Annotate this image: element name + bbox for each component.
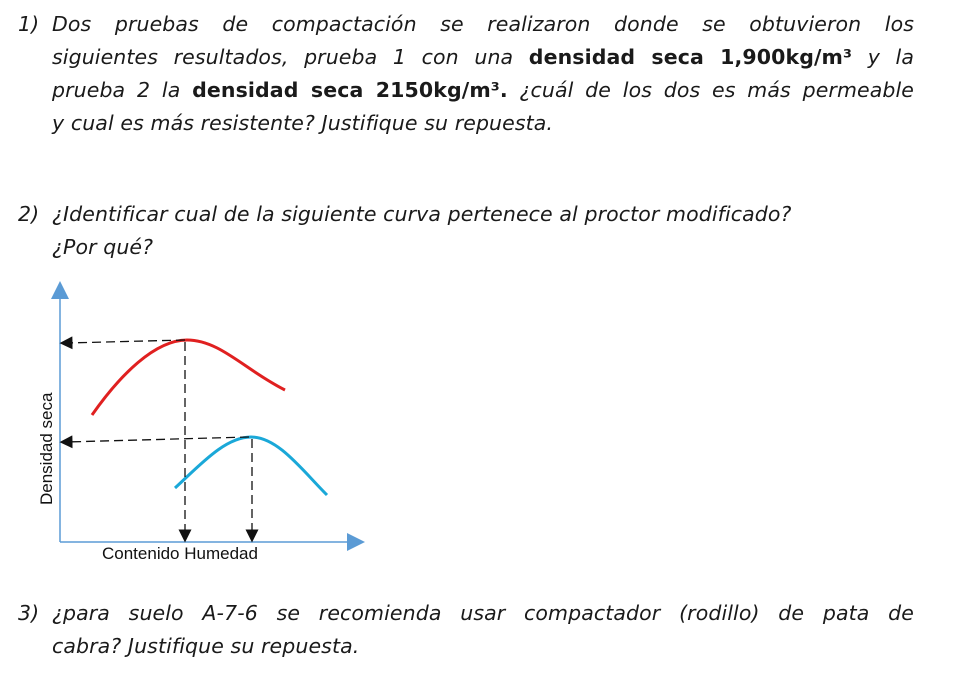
question-3-number: 3) [18,601,40,625]
x-axis-label: Contenido Humedad [102,544,258,563]
red-compaction-curve [92,340,285,415]
blue-compaction-curve [175,437,327,495]
proctor-curves-chart [30,280,370,570]
question-3-line-2: cabra? Justifique su repuesta. [52,634,360,658]
question-3-text [52,597,914,663]
blue-peak-horizontal-dash [66,437,249,442]
question-2-line-1: ¿Identificar cual de la siguiente curva pertenece al proctor modificado? [52,202,792,226]
question-3-line-1: ¿para suelo A-7-6 se recomienda usar compactador (rodillo) de pata de [52,601,914,625]
question-1-number: 1) [18,12,40,36]
question-1-line-3: prueba 2 la densidad seca 2150kg/m³. ¿cuál de los dos es más permeable [52,78,915,102]
question-2-number: 2) [18,202,40,226]
question-1-line-4: y cual es más resistente? Justifique su repuesta. [52,111,554,135]
bold-value: densidad seca 2150kg/m³. [192,78,508,102]
question-2-text [52,198,914,264]
question-1-line-2: siguientes resultados, prueba 1 con una densidad seca 1,900kg/m³ y la [52,45,914,69]
question-1-text [52,8,914,140]
bold-value: densidad seca 1,900kg/m³ [528,45,853,69]
question-2-line-2: ¿Por qué? [52,235,154,259]
question-1-line-1: Dos pruebas de compactación se realizaron donde se obtuvieron los [52,12,914,36]
y-axis-label: Densidad seca [37,392,56,505]
